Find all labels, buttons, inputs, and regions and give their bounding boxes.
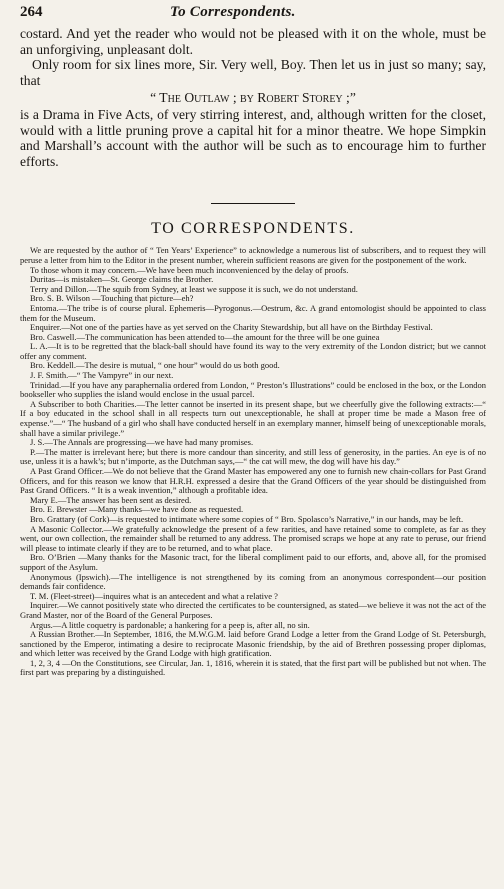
note-paragraph: Bro. Grattary (of Cork)—is requested to intimate where some copies of “ Bro. Spolasco’s Narrative,” in our hands, may be left. bbox=[30, 513, 464, 524]
note-paragraph: Mary E.—The answer has been sent as desired. bbox=[30, 494, 192, 505]
note-paragraph: A Subscriber to both Charities.—The letter cannot be inserted in its present shape, but we cheerfully give the following extracts:—“ If a boy educated in the school shall in all respects turn out unexceptionable, he shall at proper time be made a Mason free of expense.”—“ The husband of a girl who shall have conducted herself in an exemplary manner, himself being of unexceptionable morals, shall have a similar privilege.” bbox=[20, 398, 486, 438]
note-paragraph: Trinidad.—If you have any paraphernalia ordered from London, “ Preston’s Illustrations” could be enclosed in the box, or the London bookseller who supplies the island would enclose in the usual parcel. bbox=[20, 379, 486, 400]
body-text bbox=[20, 26, 486, 169]
running-title: To Correspondents. bbox=[170, 4, 296, 20]
note-paragraph: Anonymous (Ipswich).—The intelligence is not strengthened by its coming from an anonymous correspondent—our position demands fair confidence. bbox=[20, 571, 486, 592]
note-paragraph: To those whom it may concern.—We have been much inconvenienced by the delay of proofs. bbox=[30, 264, 349, 275]
note-paragraph: A Masonic Collector.—We gratefully acknowledge the present of a few rarities, and have retained some to complete, as far as they went, our own collection, the remainder shall be returned to any address. The promised scraps we hope at any rate to peruse, our friend will please to intimate clearly if they are to be returned, and to what place. bbox=[20, 523, 486, 553]
note-paragraph: A Russian Brother.—In September, 1816, the M.W.G.M. laid before Grand Lodge a letter from the Grand Lodge of St. Petersburgh, sanctioned by the Emperor, intimating a desire to reciprocate Masonic friendship, by the aid of Brethren possessing proper diplomas, and which letter was received by the Grand Lodge with high gratification. bbox=[20, 629, 486, 659]
note-paragraph: J. S.—The Annals are progressing—we have had many promises. bbox=[30, 437, 254, 448]
section-divider bbox=[211, 203, 295, 204]
note-paragraph: Duritas—is mistaken—St. George claims the Brother. bbox=[30, 274, 214, 285]
note-paragraph: Terry and Dillon.—The squib from Sydney, at least we suppose it is such, we do not understand. bbox=[30, 283, 358, 294]
note-paragraph: L. A.—It is to be regretted that the black-ball should have found its way to the very extremity of the London district; but we cannot offer any comment. bbox=[20, 341, 486, 361]
body-paragraph: costard. And yet the reader who would not be pleased with it on the whole, must be an unforgiving, unpleasant dolt. bbox=[20, 26, 486, 57]
note-paragraph: P.—The matter is irrelevant here; but there is more candour than sincerity, and still less of generosity, in the parties. An eye is of no use, unless it is a hawk’s; but n’importe, as the Dutchman says,—“ the cat will mew, the dog will have his day.” bbox=[20, 446, 486, 467]
note-paragraph: Bro. E. Brewster —Many thanks—we have done as requested. bbox=[30, 504, 244, 515]
note-paragraph: 1, 2, 3, 4 —On the Constitutions, see Circular, Jan. 1, 1816, wherein it is stated, that the first part will be published but not when. The first part was preparing by a distinguished. bbox=[20, 657, 486, 678]
body-paragraph: Only room for six lines more, Sir. Very well, Boy. Then let us in just so many; say, that bbox=[20, 57, 486, 88]
quoted-title: “ The Outlaw ; by Robert Storey ;” bbox=[150, 90, 356, 106]
note-paragraph: J. F. Smith.—“ The Vampyre” in our next. bbox=[30, 370, 174, 381]
note-paragraph: We are requested by the author of “ Ten Years’ Experience” to acknowledge a numerous list of subscribers, and to request they will peruse a letter from him to the Editor in the present number, wherein sufficient reasons are given for the postponement of the work. bbox=[20, 245, 486, 265]
page-number: 264 bbox=[20, 4, 43, 20]
note-paragraph: T. M. (Fleet-street)—inquires what is an antecedent and what a relative ? bbox=[30, 590, 278, 601]
note-paragraph: A Past Grand Officer.—We do not believe that the Grand Master has empowered any one to furnish new chain-collars for Past Grand Officers, and for this reason we know that H.R.H. expressed a desire that the Grand Officers of the year should be distinguished from Past Grand Officers. “ It is a weak invention,” although a profitable idea. bbox=[20, 466, 486, 496]
note-paragraph: Bro. O’Brien —Many thanks for the Masonic tract, for the liberal compliment paid to our efforts, and, above all, for the promised support of the Asylum. bbox=[20, 552, 486, 572]
body-paragraph: is a Drama in Five Acts, of very stirring interest, and, although written for the closet, would with a little pruning prove a capital hit for a minor theatre. We hope Simpkin and Marshall’s account with the author will be such as to encourage him to further efforts. bbox=[20, 106, 486, 169]
note-paragraph: Inquirer.—We cannot positively state who directed the certificates to be countersigned, as stated—we believe it was not the act of the Grand Master, nor of the Board of the General Purposes. bbox=[20, 600, 486, 620]
note-paragraph: Bro. S. B. Wilson —Touching that picture—eh? bbox=[30, 293, 194, 304]
note-paragraph: Bro. Keddell.—The desire is mutual, “ one hour” would do us both good. bbox=[30, 360, 280, 371]
note-paragraph: Bro. Caswell.—The communication has been attended to—the amount for the three will be one guinea bbox=[30, 331, 380, 342]
page-header bbox=[20, 4, 486, 26]
note-paragraph: Argus.—A little coquetry is pardonable; a hankering for a peep is, after all, no sin. bbox=[30, 619, 310, 630]
section-title: TO CORRESPONDENTS. bbox=[151, 220, 355, 238]
note-paragraph: Entoma.—The tribe is of course plural. Ephemeris—Pyrogonus.—Oestrum, &c. A grand entomologist should be appointed to class them for the Museum. bbox=[20, 302, 486, 323]
note-paragraph: Enquirer.—Not one of the parties have as yet served on the Charity Stewardship, but all have on the Birthday Festival. bbox=[30, 322, 433, 333]
correspondents-notes bbox=[20, 246, 486, 678]
